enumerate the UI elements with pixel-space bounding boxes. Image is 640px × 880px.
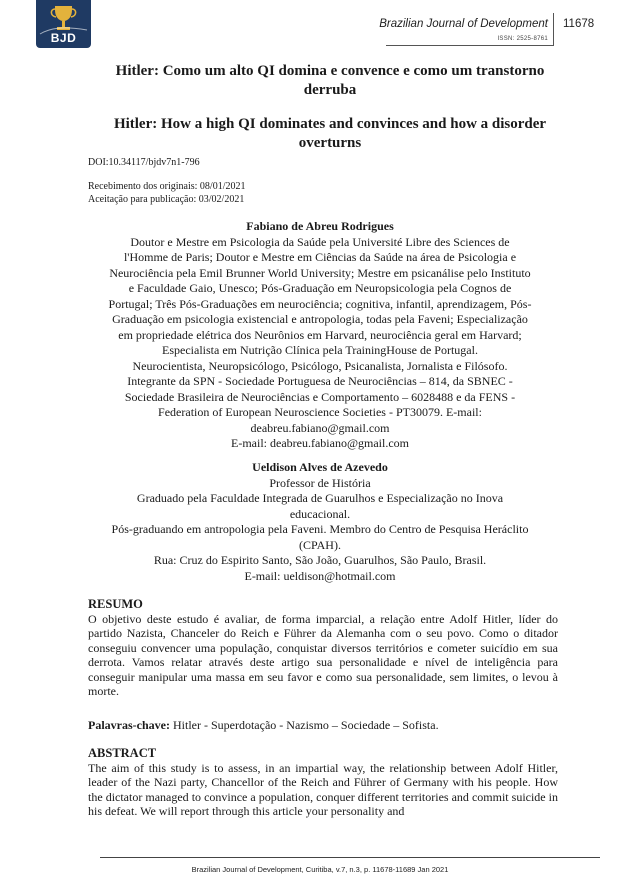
author-affiliation-line: Neurociência pela Emil Brunner World University; Mestre em psicanálise pelo Instituto xyxy=(109,265,531,280)
author-email: E-mail: ueldison@hotmail.com xyxy=(244,568,396,583)
author-affiliation-line: educacional. xyxy=(289,506,351,521)
received-date: Recebimento dos originais: 08/01/2021 xyxy=(88,181,246,192)
footer-citation: Brazilian Journal of Development, Curitiba, v.7, n.3, p. 11678-11689 Jan 2021 xyxy=(191,865,449,874)
abstract-section xyxy=(88,746,558,819)
author-affiliation-line: Professor de História xyxy=(269,475,371,490)
author-affiliation-line: Integrante da SPN - Sociedade Portuguesa de Neurociências – 814, da SBNEC - xyxy=(127,374,513,388)
abstract-text: The aim of this study is to assess, in an impartial way, the relationship between Adolf Hitler, leader of the Nazi party, Chancellor of the Reich and Führer of Germany with his people. How the dictator managed to convince a population, conquer different territories and commit suicide in his defeat. We will report through this article your personality and xyxy=(88,760,558,818)
title-line: derruba xyxy=(303,82,357,98)
author-email: deabreu.fabiano@gmail.com xyxy=(250,420,390,435)
header-rule xyxy=(386,45,554,46)
logo-text: BJD xyxy=(50,31,77,45)
author-email: E-mail: deabreu.fabiano@gmail.com xyxy=(231,436,409,450)
author-affiliation-line: l'Homme de Paris; Doutor e Mestre em Ciências da Saúde na área de Psicologia e xyxy=(123,250,517,264)
author-affiliation-line: Pós-graduando em antropologia pela Faveni. Membro do Centro de Pesquisa Heráclito xyxy=(111,522,529,536)
author-affiliation-line: Graduação em psicologia existencial e antropologia, todas pela Faveni; Especialização xyxy=(112,312,528,326)
title-english xyxy=(60,115,600,153)
author-affiliation-line: Sociedade Brasileira de Neurociências e Comportamento – 6028488 e da FENS - xyxy=(124,389,516,404)
resumo-heading: RESUMO xyxy=(88,597,143,611)
keywords xyxy=(88,718,558,733)
author-name: Ueldison Alves de Azevedo xyxy=(252,460,388,474)
issn: ISSN: 2525-8761 xyxy=(497,36,548,42)
accepted-date: Aceitação para publicação: 03/02/2021 xyxy=(88,194,245,205)
author-affiliation-line: Federation of European Neuroscience Societies - PT30079. E-mail: xyxy=(158,405,482,419)
keywords-label: Palavras-chave: xyxy=(88,718,170,732)
author-block-2 xyxy=(80,460,560,584)
author-affiliation-line: (CPAH). xyxy=(299,537,341,552)
header-divider xyxy=(553,13,554,45)
author-affiliation-line: Rua: Cruz do Espirito Santo, São João, Guarulhos, São Paulo, Brasil. xyxy=(153,553,487,567)
author-affiliation-line: em propriedade elétrica dos Neurônios em Harvard, neurociência geral em Harvard; xyxy=(118,327,522,342)
author-affiliation-line: Neurocientista, Neuropsicólogo, Psicólogo, Psicanalista, Jornalista e Filósofo. xyxy=(132,358,508,373)
journal-logo xyxy=(36,0,91,48)
author-name: Fabiano de Abreu Rodrigues xyxy=(246,219,394,233)
title-line: Hitler: How a high QI dominates and convinces and how a disorder xyxy=(113,116,547,132)
page-number: 11678 xyxy=(563,18,595,30)
keywords-text: Hitler - Superdotação - Nazismo – Sociedade – Sofista. xyxy=(169,718,439,732)
author-affiliation-line: Especialista em Nutrição Clínica pela TrainingHouse de Portugal. xyxy=(162,343,478,357)
author-affiliation-line: Portugal; Três Pós-Graduações em neurociência; cognitiva, infantil, aprendizagem, Pós- xyxy=(108,296,532,311)
doi: DOI:10.34117/bjdv7n1-796 xyxy=(88,157,200,168)
title-line: Hitler: Como um alto QI domina e convence e como um transtorno xyxy=(115,63,545,79)
resumo-section xyxy=(88,597,558,699)
journal-name: Brazilian Journal of Development xyxy=(379,18,548,30)
author-block-1 xyxy=(80,219,560,452)
author-affiliation-line: e Faculdade Gaio, Unesco; Pós-Graduação em Neuropsicologia pela Cognos de xyxy=(128,281,512,295)
author-affiliation-line: Doutor e Mestre em Psicologia da Saúde pela Université Libre des Sciences de xyxy=(130,234,510,249)
abstract-heading: ABSTRACT xyxy=(88,746,157,760)
author-affiliation-line: Graduado pela Faculdade Integrada de Guarulhos e Especialização no Inova xyxy=(136,491,504,505)
resumo-text: O objetivo deste estudo é avaliar, de forma imparcial, a relação entre Adolf Hitler, líder do partido Nazista, Chanceler do Reich e Führer da Alemanha com o seu povo. Como o ditador conseguiu convencer uma população, conquistar diversos territórios e cometer suicídio em sua derrota. Vamos relatar através deste artigo sua personalidade e nível de inteligência para conseguir manipular uma massa em seu favor e como sua personalidade, sem limites, o levou à morte. xyxy=(88,611,558,698)
footer-rule xyxy=(100,857,600,858)
title-portuguese xyxy=(60,62,600,100)
title-line: overturns xyxy=(298,135,362,151)
